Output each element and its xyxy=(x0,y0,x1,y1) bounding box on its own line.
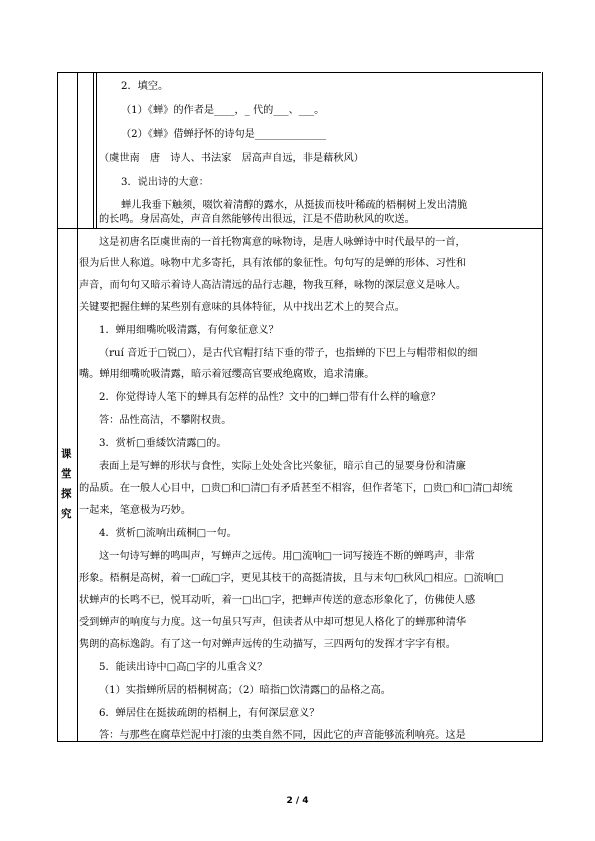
fill-question-2: （2）《蝉》借蝉抒怀的诗句是______________ xyxy=(121,129,327,140)
body-line: 受到蝉声的响度与力度。这一句虽只写声，但读者从中却可想见人格化了的蝉那种清华 xyxy=(79,617,467,628)
fill-question-1: （1）《蝉》的作者是____，_ 代的___、___。 xyxy=(121,105,325,116)
item-2-heading: 2．填空。 xyxy=(121,81,169,92)
answer-2: 答：品性高洁，不攀附权贵。 xyxy=(99,415,232,426)
body-line: 状蝉声的长鸣不已，悦耳动听，着一□出□字，把蝉声传送的意态形象化了，仿佛使人感 xyxy=(79,595,476,606)
question-5: 5．能读出诗中□高□字的儿重含义？ xyxy=(99,662,268,673)
body-line: （ruí 音近于□锐□），是古代官帽打结下垂的带子，也指蝉的下巴上与帽带相似的细 xyxy=(99,348,478,359)
question-2: 2．你觉得诗人笔下的蝉具有怎样的品性？文中的□蝉□带有什么样的喻意？ xyxy=(99,392,441,403)
answer-5: （1）实指蝉所居的梧桐树高；（2）暗指□饮清露□的品格之高。 xyxy=(99,685,391,696)
question-4: 4．赏析□流响出疏桐□一句。 xyxy=(99,528,237,539)
left-column-divider xyxy=(77,72,78,741)
section-label-char: 堂 xyxy=(61,468,72,480)
meaning-line-1: 蝉儿我垂下触须，啜饮着清醇的露水，从挺拔而枝叶稀疏的梧桐树上发出清脆 xyxy=(121,200,468,211)
section-label-char: 课 xyxy=(61,448,72,460)
question-3: 3．赏析□垂緌饮清露□的。 xyxy=(99,438,227,449)
body-line: 声音，而句句又暗示着诗人高洁清远的品行志趣，物我互释，咏物的深层意义是咏人。 xyxy=(79,280,467,291)
upper-inner-divider xyxy=(93,72,94,228)
body-line: 这是初唐名臣虞世南的一首托物寓意的咏物诗，是唐人咏蝉诗中时代最早的一首， xyxy=(99,237,466,248)
body-line: 嘴。蝉用细嘴吮吸清露，暗示着冠缨高官要戒绝腐败，追求清廉。 xyxy=(79,369,375,380)
body-line: 形象。梧桐是高树，着一□疏□字，更见其枝干的高挺清拔，且与末句□秋风□相应。□流响□ xyxy=(79,573,504,584)
body-line: 的品质。在一般人心目中，□贵□和□清□有矛盾甚至不相容，但作者笔下，□贵□和□清□却统 xyxy=(79,483,513,494)
section-label-char: 究 xyxy=(61,508,72,520)
fill-answer: （虞世南 唐 诗人、书法家 居高声自远，非是藉秋风） xyxy=(99,153,364,164)
body-line: 一起来，笔意极为巧妙。 xyxy=(79,505,192,516)
row-divider xyxy=(57,228,542,229)
body-line: 表面上是写蝉的形状与食性，实际上处处含比兴象征，暗示自己的显要身份和清廉 xyxy=(99,461,466,472)
section-label-char: 探 xyxy=(61,488,72,500)
item-3-heading: 3．说出诗的大意： xyxy=(121,177,209,188)
body-line: 很为后世人称道。咏物中尤多寄托，具有浓郁的象征性。句句写的是蝉的形体、习性和 xyxy=(79,258,467,269)
body-line: 隽朗的高标逸韵。有了这一句对蝉声远传的生动描写，三四两句的发挥才字字有根。 xyxy=(79,639,456,650)
body-line: 关键要把握住蝉的某些别有意味的具体特征，从中找出艺术上的契合点。 xyxy=(79,302,405,313)
body-line: 这一句诗写蝉的鸣叫声，写蝉声之远传。用□流响□一词写接连不断的蝉鸣声，非常 xyxy=(99,551,475,562)
question-1: 1．蝉用细嘴吮吸清露，有何象征意义？ xyxy=(99,325,279,336)
meaning-line-2: 的长鸣。身居高处，声音自然能够传出很远，江是不借助秋风的吹送。 xyxy=(99,214,415,225)
section-label xyxy=(57,228,77,741)
answer-6: 答：与那些在腐草烂泥中打滚的虫类自然不同，因此它的声音能够流利响亮。这是 xyxy=(99,730,466,741)
question-6: 6．蝉居住在挺拔疏朗的梧桐上，有何深层意义？ xyxy=(99,708,320,719)
page-number: 2 / 4 xyxy=(286,796,309,806)
upper-inner-divider-2 xyxy=(96,72,97,228)
